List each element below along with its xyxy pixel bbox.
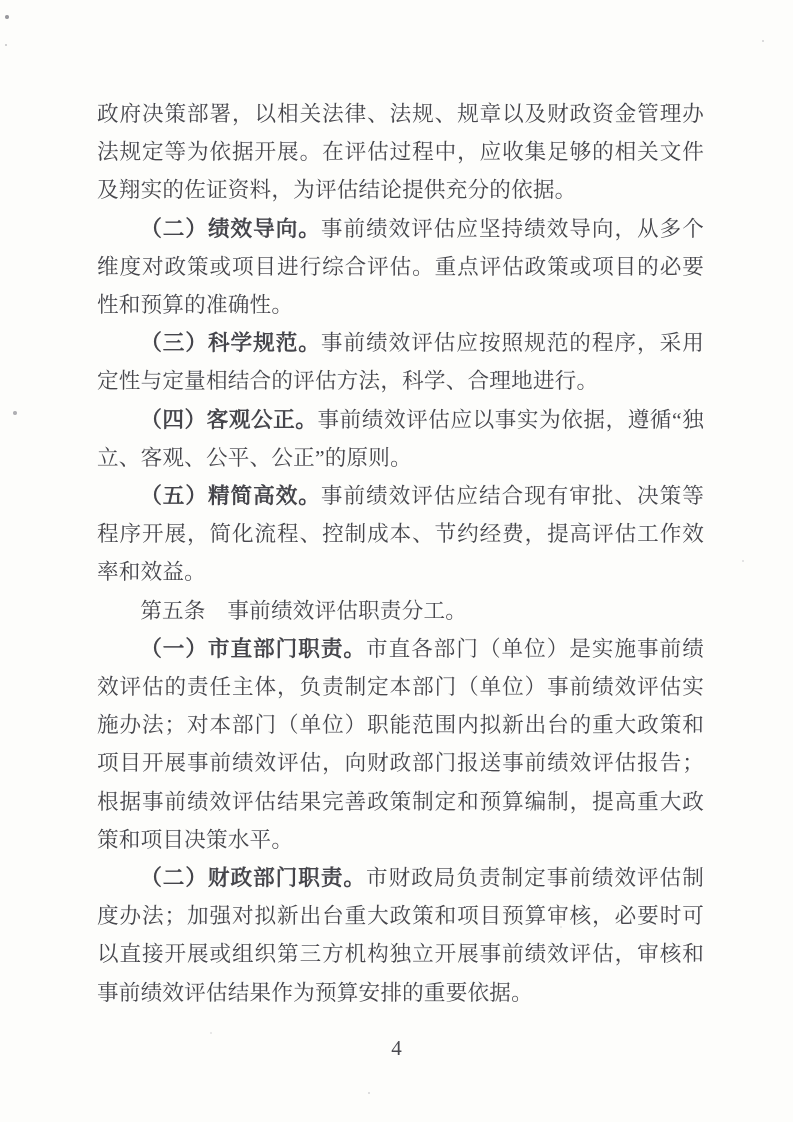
paragraph-text: 政府决策部署，以相关法律、法规、规章以及财政资金管理办法规定等为依据开展。在评估过程中，应收集足够的相关文件及翔实的佐证资料，为评估结论提供充分的依据。 <box>97 102 704 203</box>
paragraph-lead: （一）市直部门职责。 <box>140 636 367 661</box>
paragraph-principle-5 <box>97 477 704 592</box>
paragraph-lead: （四）客观公正。 <box>140 407 318 432</box>
paragraph-text: 事前绩效评估应结合现有审批、决策等程序开展，简化流程、控制成本、节约经费，提高评估工作效率和效益。 <box>97 484 704 585</box>
paragraph-text: 事前绩效评估应按照规范的程序，采用定性与定量相结合的评估方法，科学、合理地进行。 <box>97 331 704 394</box>
scan-noise <box>0 0 2 2</box>
paragraph-text: 事前绩效评估应以事实为依据，遵循“独立、客观、公平、公正”的原则。 <box>97 407 705 470</box>
paragraph-duty-2 <box>97 859 704 1012</box>
paragraph-article-5 <box>97 592 704 630</box>
paragraph-lead: （二）绩效导向。 <box>140 216 321 241</box>
paragraph-principle-2 <box>97 210 704 325</box>
paragraph-text: 市直各部门（单位）是实施事前绩效评估的责任主体，负责制定本部门（单位）事前绩效评估实施办法；对本部门（单位）职能范围内拟新出台的重大政策和项目开展事前绩效评估，向财政部门报送事前绩效评估报告；根据事前绩效评估结果完善政策制定和预算编制，提高重大政策和项目决策水平。 <box>97 636 704 852</box>
article-number: 第五条 <box>140 598 206 623</box>
paragraph-lead: （二）财政部门职责。 <box>140 866 367 891</box>
paragraph-text: 市财政局负责制定事前绩效评估制度办法；加强对拟新出台重大政策和项目预算审核，必要时可以直接开展或组织第三方机构独立开展事前绩效评估，审核和事前绩效评估结果作为预算安排的重要依据。 <box>97 866 704 1005</box>
page-number: 4 <box>391 1036 402 1060</box>
paragraph-duty-1 <box>97 630 704 859</box>
paragraph-lead: （五）精简高效。 <box>140 484 321 509</box>
paragraph-continuation <box>97 95 704 210</box>
paragraph-text: 事前绩效评估应坚持绩效导向，从多个维度对政策或项目进行综合评估。重点评估政策或项目的必要性和预算的准确性。 <box>97 216 704 318</box>
paragraph-principle-3 <box>97 324 704 400</box>
paragraph-lead: （三）科学规范。 <box>140 331 321 356</box>
paragraph-principle-4 <box>97 401 704 477</box>
document-body <box>97 95 704 1012</box>
article-title: 事前绩效评估职责分工。 <box>205 598 468 623</box>
